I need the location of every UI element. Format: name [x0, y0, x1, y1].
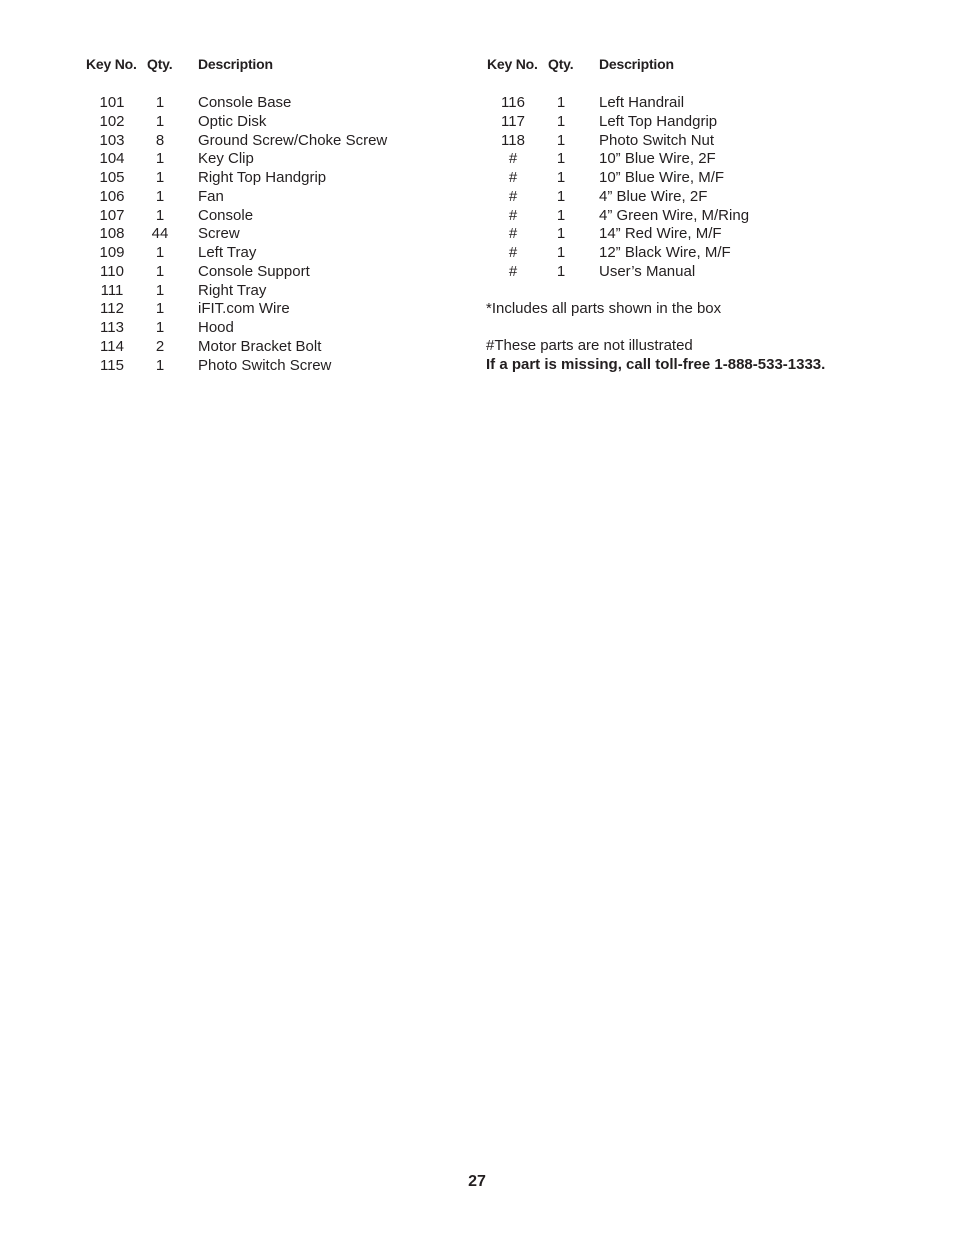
part-key-no: # [508, 262, 518, 280]
part-description: Photo Switch Nut [599, 131, 715, 149]
part-key-no: 103 [99, 131, 125, 149]
part-qty: 44 [151, 225, 169, 243]
not-illustrated-note: #These parts are not illustrated [486, 337, 693, 354]
part-row [85, 169, 465, 188]
part-key-no: 102 [99, 112, 125, 130]
part-key-no: 115 [100, 356, 124, 374]
parts-list-header [486, 54, 906, 74]
description-header: Description [198, 56, 273, 72]
parts-list-right [486, 54, 906, 373]
parts-rows [486, 94, 906, 282]
part-row [85, 94, 465, 113]
part-row [85, 263, 465, 282]
description-header: Description [599, 56, 674, 72]
part-key-no: 116 [501, 94, 525, 111]
part-qty: 1 [155, 112, 165, 130]
part-key-no: 105 [99, 169, 125, 186]
part-description: 10” Blue Wire, 2F [599, 150, 716, 168]
part-key-no: 109 [99, 244, 125, 261]
part-row [486, 150, 906, 169]
part-row [85, 225, 465, 244]
part-key-no: 112 [100, 300, 124, 318]
page-number: 27 [468, 1173, 486, 1190]
part-description: Console [198, 206, 254, 224]
part-description: 12” Black Wire, M/F [599, 244, 731, 261]
part-key-no: 110 [100, 262, 124, 280]
part-key-no: # [508, 169, 518, 186]
part-row [486, 113, 906, 132]
part-qty: 1 [155, 206, 165, 224]
part-description: Motor Bracket Bolt [198, 337, 322, 355]
part-description: User’s Manual [599, 262, 696, 280]
part-row [85, 207, 465, 226]
key-no-header: Key No. [86, 56, 137, 72]
part-row [85, 300, 465, 319]
part-key-no: 106 [99, 187, 125, 205]
part-key-no: # [508, 150, 518, 168]
part-qty: 1 [556, 262, 566, 280]
part-qty: 1 [155, 319, 165, 336]
part-description: Left Tray [198, 244, 257, 261]
part-qty: 1 [155, 262, 165, 280]
part-qty: 1 [556, 244, 566, 261]
key-no-header: Key No. [487, 56, 538, 72]
part-qty: 1 [155, 281, 165, 299]
part-row [85, 357, 465, 376]
part-description: Screw [198, 225, 240, 243]
part-qty: 8 [155, 131, 165, 149]
part-description: Left Top Handgrip [599, 112, 718, 130]
part-qty: 1 [155, 300, 165, 318]
part-qty: 1 [556, 94, 566, 111]
part-description: Optic Disk [198, 112, 267, 130]
part-row [486, 169, 906, 188]
part-key-no: # [508, 206, 518, 224]
part-row [85, 150, 465, 169]
includes-note: *Includes all parts shown in the box [486, 300, 722, 317]
part-key-no: 118 [501, 131, 525, 149]
part-key-no: 111 [100, 281, 124, 299]
part-description: 10” Blue Wire, M/F [599, 169, 725, 186]
part-qty: 1 [556, 225, 566, 243]
part-row [85, 319, 465, 338]
part-key-no: 113 [100, 319, 124, 336]
part-key-no: 108 [99, 225, 125, 243]
part-description: 4” Green Wire, M/Ring [599, 206, 750, 224]
part-qty: 1 [155, 356, 165, 374]
part-qty: 1 [155, 187, 165, 205]
part-key-no: 114 [100, 337, 124, 355]
part-key-no: 107 [99, 206, 125, 224]
part-description: 14” Red Wire, M/F [599, 225, 722, 243]
part-description: iFIT.com Wire [198, 300, 290, 318]
part-description: Console Base [198, 94, 292, 111]
part-qty: 1 [556, 150, 566, 168]
part-row [85, 338, 465, 357]
part-key-no: 101 [99, 94, 125, 111]
part-row [486, 132, 906, 151]
part-description: Right Tray [198, 281, 267, 299]
part-row [486, 244, 906, 263]
part-row [85, 113, 465, 132]
qty-header: Qty. [147, 56, 173, 72]
part-description: 4” Blue Wire, 2F [599, 187, 708, 205]
part-row [486, 263, 906, 282]
part-row [486, 94, 906, 113]
part-qty: 1 [556, 131, 566, 149]
part-description: Fan [198, 187, 224, 205]
part-description: Ground Screw/Choke Screw [198, 131, 388, 149]
part-row [85, 244, 465, 263]
part-qty: 1 [155, 244, 165, 261]
part-qty: 1 [155, 150, 165, 168]
part-row [486, 207, 906, 226]
parts-rows [85, 94, 465, 375]
part-description: Hood [198, 319, 234, 336]
part-row [486, 188, 906, 207]
parts-list-header [85, 54, 465, 74]
part-description: Right Top Handgrip [198, 169, 327, 186]
part-key-no: 104 [99, 150, 125, 168]
part-row [85, 282, 465, 301]
part-description: Console Support [198, 262, 310, 280]
part-description: Key Clip [198, 150, 254, 168]
part-row [486, 225, 906, 244]
missing-part-note: If a part is missing, call toll-free 1-888-533-1333. [486, 356, 826, 373]
part-key-no: # [508, 225, 518, 243]
part-description: Photo Switch Screw [198, 356, 332, 374]
qty-header: Qty. [548, 56, 574, 72]
part-qty: 1 [155, 169, 165, 186]
part-qty: 1 [155, 94, 165, 111]
part-key-no: # [508, 244, 518, 261]
part-description: Left Handrail [599, 94, 685, 111]
parts-list-left [85, 54, 465, 375]
part-row [85, 188, 465, 207]
part-key-no: # [508, 187, 518, 205]
part-key-no: 117 [501, 112, 525, 130]
part-qty: 1 [556, 206, 566, 224]
part-row [85, 132, 465, 151]
part-qty: 2 [155, 337, 165, 355]
part-qty: 1 [556, 112, 566, 130]
part-qty: 1 [556, 187, 566, 205]
part-qty: 1 [556, 169, 566, 186]
